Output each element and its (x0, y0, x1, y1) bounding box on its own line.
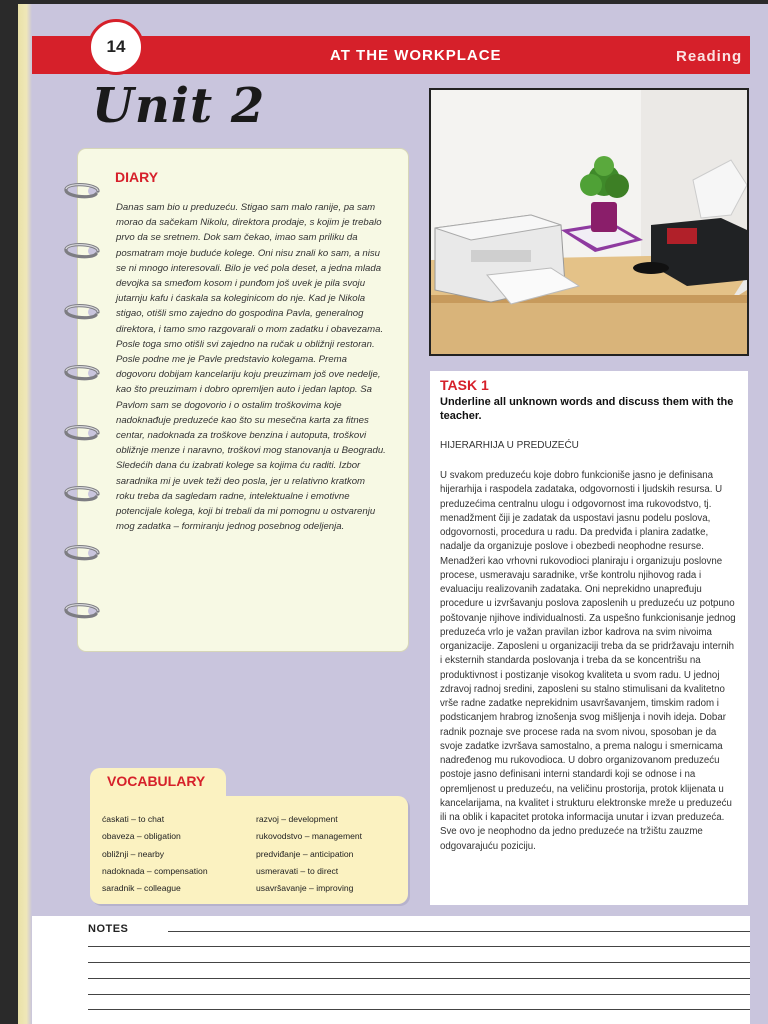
vocabulary-item: usavršavanje – improving (256, 883, 354, 894)
vocabulary-item: rukovodstvo – management (256, 831, 363, 842)
spiral-ring-icon (62, 422, 104, 444)
vocabulary-item: saradnik – colleague (102, 883, 181, 894)
task-heading: TASK 1 (440, 377, 489, 393)
notes-line (88, 1009, 750, 1010)
spiral-ring-icon (62, 301, 104, 323)
notes-line (88, 946, 750, 947)
vocabulary-item: usmeravati – to direct (256, 865, 339, 876)
header-section: Reading (676, 48, 743, 65)
page-spine (18, 4, 32, 1024)
vocabulary-item: razvoj – development (256, 814, 338, 824)
vocabulary-item: obližnji – nearby (102, 848, 165, 859)
vocabulary-left-column (102, 811, 208, 897)
notes-line (168, 931, 750, 932)
task-instruction: Underline all unknown words and discuss them with the teacher. (440, 396, 734, 422)
vocabulary-item: nadoknada – compensation (102, 865, 208, 876)
spiral-ring-icon (62, 240, 104, 262)
spiral-ring-icon (62, 362, 104, 384)
header-title: AT THE WORKPLACE (330, 47, 502, 64)
vocabulary-item: obaveza – obligation (102, 831, 181, 842)
page-number: 14 (88, 19, 144, 75)
vocabulary-item: ćaskati – to chat (102, 814, 165, 824)
spiral-ring-icon (62, 180, 104, 202)
office-photo (429, 88, 749, 356)
spiral-ring-icon (62, 483, 104, 505)
office-printer-fax-icon (431, 90, 747, 354)
notes-line (88, 978, 750, 979)
notes-line (88, 962, 750, 963)
vocabulary-item: predviđanje – anticipation (256, 848, 354, 859)
notes-line (88, 994, 750, 995)
notes-label: NOTES (88, 923, 129, 935)
article-body: U svakom preduzeću koje dobro funkcioniše jasno je definisana hijerarhija i raspodela zadataka, odgovornosti i ljudskih resursa. U preduzećima centralnu ulogu i odgovornost ima rukovodstvo, tj. menadžment čiji je zadatak da uspostavi jasnu podelu poslova, odgovornosti, procedura u radu. Da predviđa i planira zadatke, nadalje da organizuje poslove i obezbedi neophodne resurse. Menadžeri kao vrhovni rukovodioci planiraju i organizuju poslovne procese, usmeravaju saradnike, vrše kontrolu njihovog rada i evaluaciju realizovanih zadataka. Oni neprekidno unapređuju procedure u izvršavanju poslova zaposlenih u preduzeću uz potpuno poštovanje njihove individualnosti. Za uspešno funkcionisanje jednog preduzeća vrlo je važan pravilan izbor kadrova na svim nivoima organizacije. Zaposleni u organizaciji treba da se pridržavaju internih i eksternih standarda poslovanja i treba da se koncentrišu na produktivnost i postizanje visokog kvaliteta u svom radu. U jednoj zdravoj radnoj sredini, zaposleni su stalno stimulisani da kvalitetno vrše radne zadatke neprekidnim usavršavanjem, timskim radom i podsticanjem hrabrog iznošenja svog mišljenja i novih ideja. Dobar radnik poznaje sve procese rada na svom nivou, sposoban je da svoje zadatke izvršava samostalno, a prema nalogu i smernicama nadređenog mu rukovodioca. U dobro organizovanom preduzeću postoje jasno definisani interni standardi koji se odnose i na opremljenost u preduzeću, na veličinu prostorija, protok klijenata u kancelarijama, na kvalitet i strukturu elektronske mreže u preduzeću ili na oblik i kapacitet protoka informacija unutar i izvan preduzeća. Sve ovo je neophodno da jedno preduzeće na tržištu zauzme odgovarajuću poziciju. (440, 470, 736, 852)
article-title: HIJERARHIJA U PREDUZEĆU (440, 440, 579, 451)
diary-text: Danas sam bio u preduzeću. Stigao sam malo ranije, pa sam morao da sačekam Nikolu, direktora prodaje, s kojim je trebalo prvo da se sretnem. Dok sam čekao, imao sam priliku da posmatram moje buduće kolege. Oni nisu znali ko sam, a nisu se ni mnogo interesovali. Bilo je već pola deset, a jedna mlada devojka sa smeđom kosom i punđom još uvek je pila svoju jutarnju kafu i ćaskala sa koleginicom do nje. Kad je Nikola stigao, otišli smo zajedno do gospodina Pavla, generalnog direktora, i tamo smo razgovarali o mom zadatku i obavezama. Posle toga smo otišli svi zajedno na ručak u obližnji restoran. Posle podne me je Pavle predstavio kolegama. Prema dogovoru dobijam kancelariju koju preuzimam još ove nedelje, kao što preuzimam i dobro opremljen auto i jedan laptop. Sa Pavlom sam se dogovorio i o ostalim troškovima koje nadoknađuje preduzeće kao što su mesečna karta za fitnes centar, nadoknada za troškove benzina i autoputa, troškovi obližnje menze i naravno, troškovi mog stanovanja u Beogradu. Sledećih dana ću izabrati kolege sa kojima ću raditi. Izbor saradnika mi je uvek teži deo posla, jer u relativno kratkom roku treba da sagledam radne, intelektualne i emotivne potencijale kolega, koji bi trebali da mi pomognu u ostvarenju mog zadatka – formiranju jednog posebnog odeljenja. (116, 202, 386, 533)
unit-title: Unit 2 (92, 78, 266, 134)
vocabulary-right-column (256, 811, 362, 897)
spiral-ring-icon (62, 542, 104, 564)
vocabulary-heading: VOCABULARY (107, 773, 206, 789)
spiral-ring-icon (62, 600, 104, 622)
notes-area (32, 916, 750, 1024)
diary-heading: DIARY (115, 169, 159, 185)
